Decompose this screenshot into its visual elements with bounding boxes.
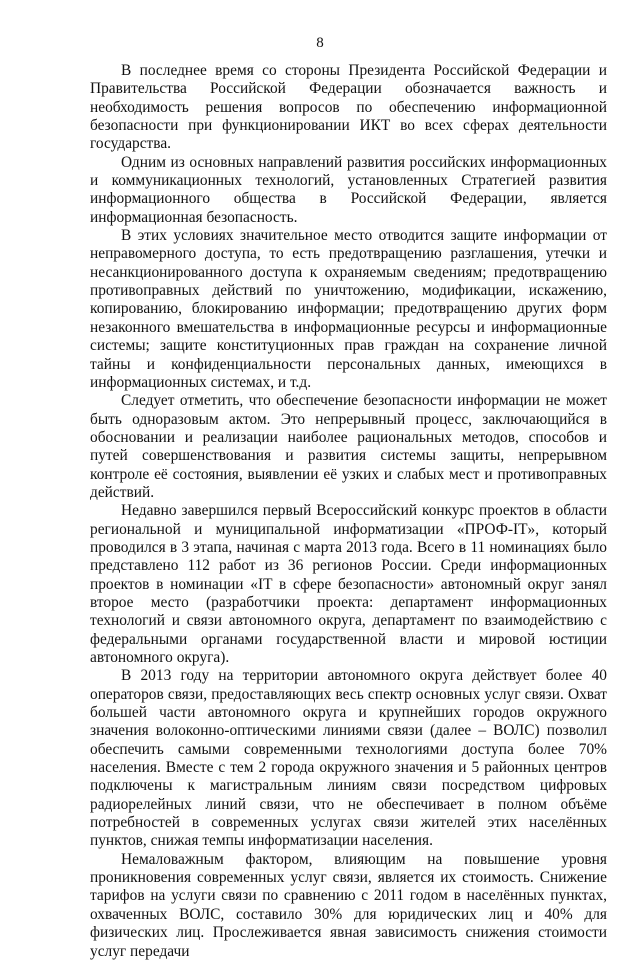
paragraph-continuous-process: Следует отметить, что обеспечение безопасности информации не может быть одноразовым актом. Это непрерывный процесс, заключающийся в обосновании и реализации наиболее рациональных методов, способов и путей совершенствования и развития системы защиты, непрерывном контроле её состояния, выявлении её узких и слабых мест и противоправных действий. bbox=[90, 392, 607, 501]
paragraph-telecom-operators: В 2013 году на территории автономного округа действует более 40 операторов связи, предоставляющих весь спектр основных услуг связи. Охват большей части автономного округа и крупнейших городов окружного значения волоконно-оптическими линиями связи (далее – ВОЛС) позволил обеспечить самыми современными технологиями доступа более 70% населения. Вместе с тем 2 города окружного значения и 5 районных центров подключены к магистральным линиям связи посредством цифровых радиорелейных линий связи, что не обеспечивает в полном объёме потребностей в современных услугах связи жителей этих населённых пунктов, снижая темпы информатизации населения. bbox=[90, 667, 607, 850]
paragraph-strategy-direction: Одним из основных направлений развития российских информационных и коммуникационных технологий, установленных Стратегией развития информационного общества в Российской Федерации, является информационная безопасность. bbox=[90, 153, 607, 226]
paragraph-prof-it-contest: Недавно завершился первый Всероссийский конкурс проектов в области региональной и муниципальной информатизации «ПРОФ-IT», который проводился в 3 этапа, начиная с марта 2013 года. Всего в 11 номинациях было представлено 112 работ из 36 регионов России. Среди информационных проектов в номинации «IT в сфере безопасности» автономный округ занял второе место (разработчики проекта: департамент информационных технологий и связи автономного округа, департамент по взаимодействию с федеральными органами государственной власти и мировой юстиции автономного округа). bbox=[90, 502, 607, 666]
paragraph-service-cost: Немаловажным фактором, влияющим на повышение уровня проникновения современных услуг связи, является их стоимость. Снижение тарифов на услуги связи по сравнению с 2011 годом в населённых пунктах, охваченных ВОЛС, составило 30% для юридических лиц и 40% для физических лиц. Прослеживается явная зависимость снижения стоимости услуг передачи bbox=[90, 850, 607, 960]
paragraph-leadership-attention: В последнее время со стороны Президента Российской Федерации и Правительства Российской Федерации обозначается важность и необходимость решения вопросов по обеспечению информационной безопасности при функционировании ИКТ во всех сферах деятельности государства. bbox=[90, 62, 607, 153]
page-number: 8 bbox=[316, 35, 324, 51]
paragraph-information-protection: В этих условиях значительное место отводится защите информации от неправомерного доступа, то есть предотвращению разглашения, утечки и несанкционированного доступа к охраняемым сведениям; предотвращению противоправных действий по уничтожению, модификации, искажению, копированию, блокированию информации; предотвращению других форм незаконного вмешательства в информационные ресурсы и информационные системы; защите конституционных прав граждан на сохранение личной тайны и конфиденциальности персональных данных, имеющихся в информационных системах, и т.д. bbox=[90, 227, 607, 391]
document-body bbox=[90, 62, 607, 961]
